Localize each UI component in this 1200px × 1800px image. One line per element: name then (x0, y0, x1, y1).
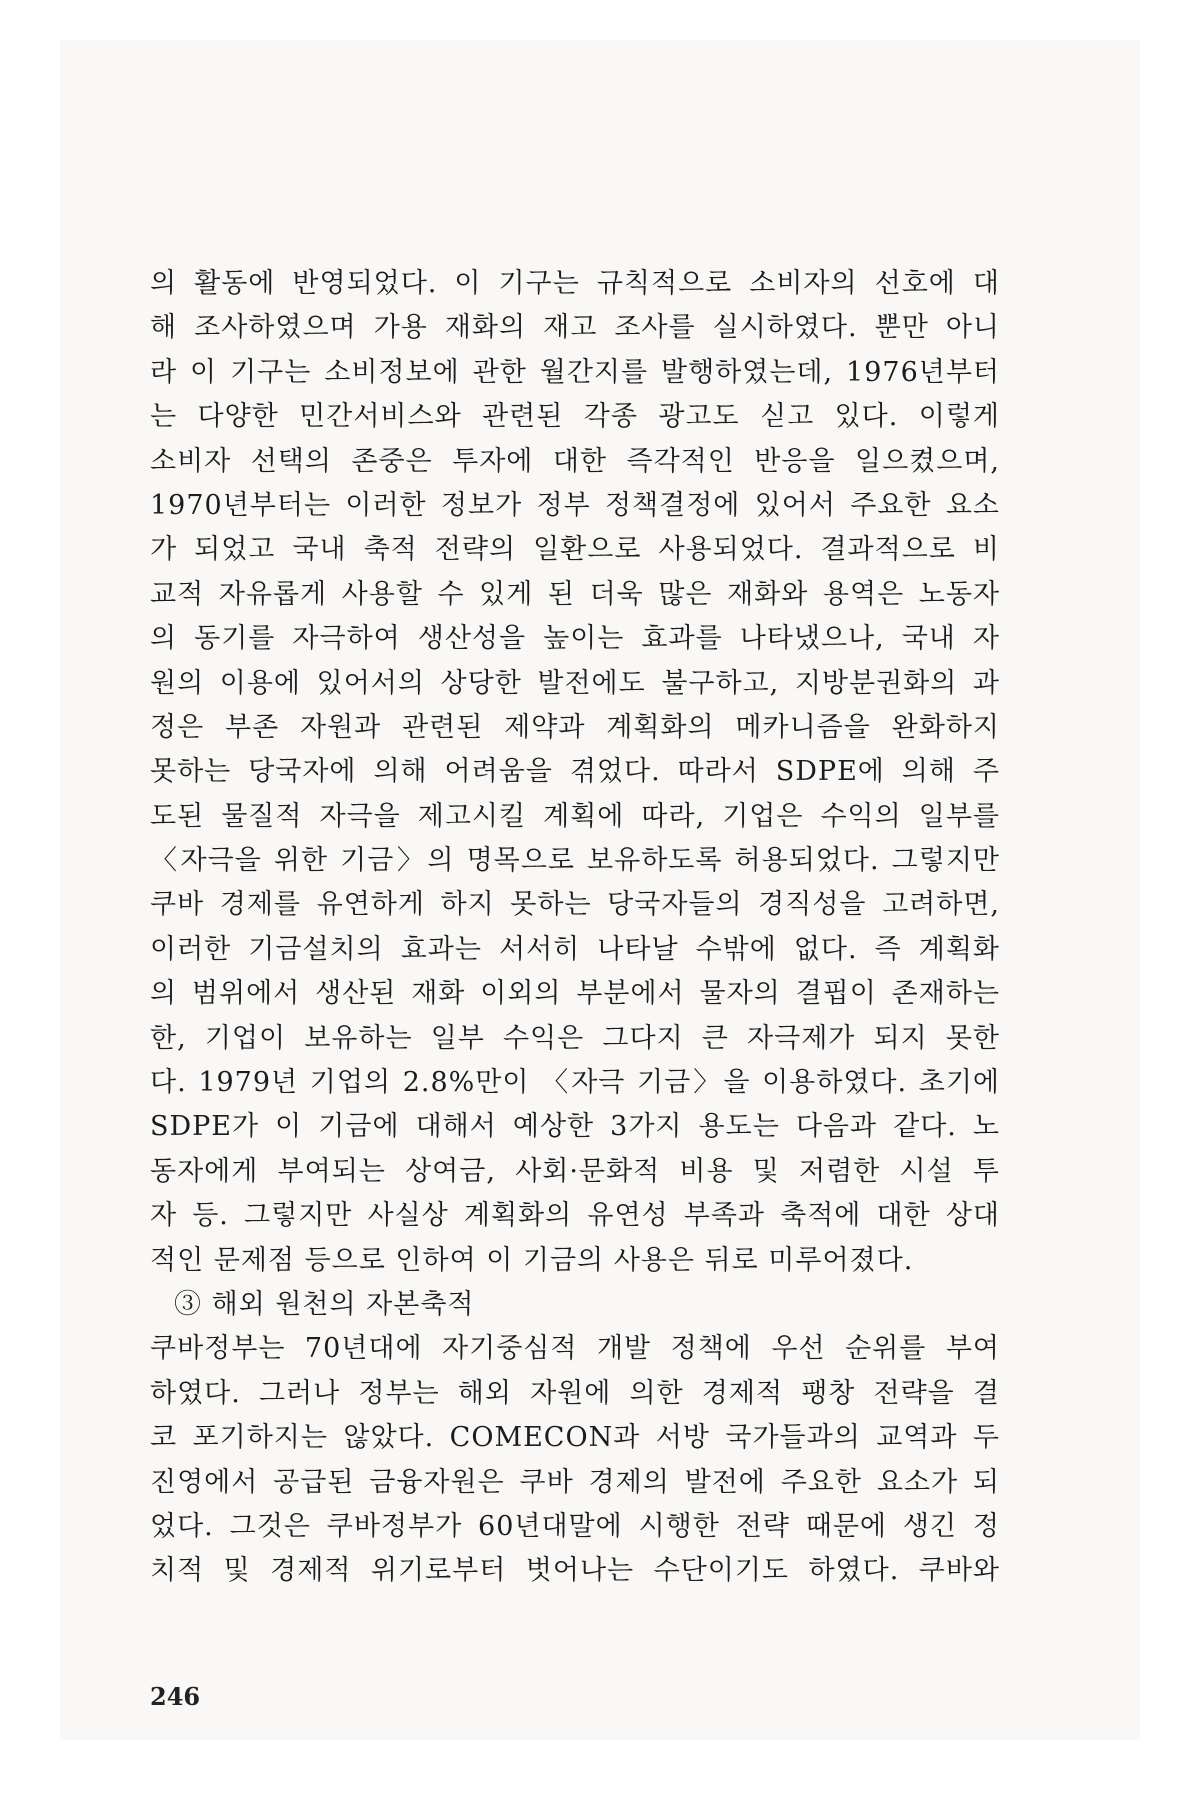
text-line: 의 활동에 반영되었다. 이 기구는 규칙적으로 소비자의 선호에 대 (150, 268, 1000, 299)
text-line: 한, 기업이 보유하는 일부 수익은 그다지 큰 자극제가 되지 못한 (150, 1022, 1000, 1054)
text-line: SDPE가 이 기금에 대해서 예상한 3가지 용도는 다음과 같다. 노 (150, 1111, 1000, 1143)
text-line: 진영에서 공급된 금융자원은 쿠바 경제의 발전에 주요한 요소가 되 (150, 1466, 1000, 1498)
text-line: 쿠바 경제를 유연하게 하지 못하는 당국자들의 경직성을 고려하면, (150, 889, 1000, 921)
text-line: 도된 물질적 자극을 제고시킬 계획에 따라, 기업은 수익의 일부를 (150, 800, 1000, 832)
text-line: 못하는 당국자에 의해 어려움을 겪었다. 따라서 SDPE에 의해 주 (150, 756, 1000, 788)
text-line: 소비자 선택의 존중은 투자에 대한 즉각적인 반응을 일으켰으며, (150, 445, 1000, 477)
text-line: 해 조사하였으며 가용 재화의 재고 조사를 실시하였다. 뿐만 아니 (150, 312, 1000, 344)
text-line: 의 동기를 자극하여 생산성을 높이는 효과를 나타냈으나, 국내 자 (150, 623, 1000, 655)
text-line: 정은 부존 자원과 관련된 제약과 계획화의 메카니즘을 완화하지 (150, 711, 1000, 743)
text-line: 코 포기하지는 않았다. COMECON과 서방 국가들과의 교역과 두 (150, 1422, 1000, 1454)
text-line: 〈자극을 위한 기금〉의 명목으로 보유하도록 허용되었다. 그렇지만 (150, 845, 1000, 877)
body-text (150, 262, 1000, 1594)
text-line: 다. 1979년 기업의 2.8%만이 〈자극 기금〉을 이용하였다. 초기에 (150, 1067, 1000, 1099)
text-line: 이러한 기금설치의 효과는 서서히 나타날 수밖에 없다. 즉 계획화 (150, 933, 1000, 965)
text-line: 치적 및 경제적 위기로부터 벗어나는 수단이기도 하였다. 쿠바와 (150, 1555, 1000, 1587)
text-line: 었다. 그것은 쿠바정부가 60년대말에 시행한 전략 때문에 생긴 정 (150, 1510, 1000, 1542)
text-line: 적인 문제점 등으로 인하여 이 기금의 사용은 뒤로 미루어졌다. (150, 1244, 914, 1276)
text-line: 1970년부터는 이러한 정보가 정부 정책결정에 있어서 주요한 요소 (150, 489, 1000, 521)
text-line: 쿠바정부는 70년대에 자기중심적 개발 정책에 우선 순위를 부여 (150, 1333, 1000, 1365)
text-line: 라 이 기구는 소비정보에 관한 월간지를 발행하였는데, 1976년부터 (150, 356, 1000, 388)
text-line: 자 등. 그렇지만 사실상 계획화의 유연성 부족과 축적에 대한 상대 (150, 1200, 1000, 1232)
text-line: 동자에게 부여되는 상여금, 사회·문화적 비용 및 저렴한 시설 투 (150, 1155, 1000, 1187)
section-heading: ③ 해외 원천의 자본축적 (174, 1288, 475, 1320)
page-number: 246 (150, 1682, 201, 1711)
text-line: 원의 이용에 있어서의 상당한 발전에도 불구하고, 지방분권화의 과 (150, 667, 1000, 699)
text-line: 교적 자유롭게 사용할 수 있게 된 더욱 많은 재화와 용역은 노동자 (150, 578, 1000, 610)
text-line: 하였다. 그러나 정부는 해외 자원에 의한 경제적 팽창 전략을 결 (150, 1377, 1000, 1409)
text-line: 가 되었고 국내 축적 전략의 일환으로 사용되었다. 결과적으로 비 (150, 534, 1000, 566)
text-line: 의 범위에서 생산된 재화 이외의 부분에서 물자의 결핍이 존재하는 (150, 978, 1000, 1010)
text-line: 는 다양한 민간서비스와 관련된 각종 광고도 싣고 있다. 이렇게 (150, 401, 1000, 433)
